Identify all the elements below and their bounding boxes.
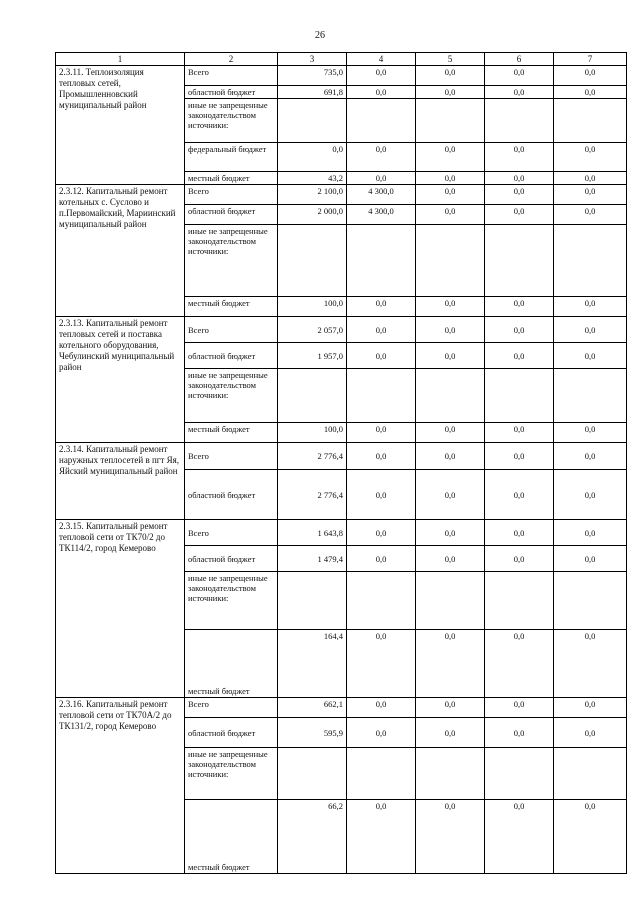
- value-cell: [554, 369, 627, 423]
- value-cell: 0,0: [554, 718, 627, 748]
- value-cell: 0,0: [554, 443, 627, 470]
- value-cell: 0,0: [416, 470, 485, 520]
- value-cell: 0,0: [416, 443, 485, 470]
- value-cell: 0,0: [485, 86, 554, 99]
- source-label: областной бюджет: [185, 343, 278, 369]
- value-cell: [416, 369, 485, 423]
- value-cell: 735,0: [278, 66, 347, 86]
- value-cell: 0,0: [416, 423, 485, 443]
- value-cell: 0,0: [554, 297, 627, 317]
- source-label: местный бюджет: [185, 172, 278, 185]
- value-cell: [485, 748, 554, 800]
- value-cell: 0,0: [554, 143, 627, 172]
- value-cell: 66,2: [278, 800, 347, 874]
- value-cell: 0,0: [485, 423, 554, 443]
- value-cell: 0,0: [416, 143, 485, 172]
- project-title: 2.3.13. Капитальный ремонт тепловых сетей и поставка котельного оборудования, Чебулинский муниципальный район: [56, 317, 185, 443]
- value-cell: 0,0: [485, 205, 554, 225]
- table-row: [56, 185, 627, 205]
- value-cell: [554, 99, 627, 143]
- value-cell: 0,0: [416, 185, 485, 205]
- value-cell: 0,0: [554, 520, 627, 546]
- value-cell: 0,0: [485, 520, 554, 546]
- value-cell: 0,0: [554, 185, 627, 205]
- value-cell: 0,0: [485, 343, 554, 369]
- value-cell: 0,0: [485, 143, 554, 172]
- value-cell: 0,0: [416, 630, 485, 698]
- column-header: 2: [185, 53, 278, 66]
- value-cell: 0,0: [485, 297, 554, 317]
- value-cell: [347, 99, 416, 143]
- value-cell: 0,0: [485, 470, 554, 520]
- value-cell: [554, 572, 627, 630]
- value-cell: 0,0: [347, 317, 416, 343]
- value-cell: 4 300,0: [347, 185, 416, 205]
- value-cell: 0,0: [416, 86, 485, 99]
- value-cell: 0,0: [554, 317, 627, 343]
- value-cell: 2 776,4: [278, 470, 347, 520]
- value-cell: 0,0: [347, 66, 416, 86]
- value-cell: 0,0: [485, 546, 554, 572]
- source-label: Всего: [185, 185, 278, 205]
- table-row: [56, 443, 627, 470]
- value-cell: 0,0: [485, 698, 554, 718]
- value-cell: 0,0: [347, 343, 416, 369]
- value-cell: 0,0: [416, 698, 485, 718]
- source-label: местный бюджет: [185, 800, 278, 874]
- value-cell: 0,0: [347, 630, 416, 698]
- source-label: иные не запрещенные законодательством источники:: [185, 572, 278, 630]
- source-label: областной бюджет: [185, 205, 278, 225]
- value-cell: 0,0: [554, 172, 627, 185]
- column-header: 4: [347, 53, 416, 66]
- value-cell: 0,0: [485, 443, 554, 470]
- value-cell: [347, 225, 416, 297]
- value-cell: 2 100,0: [278, 185, 347, 205]
- column-header: 1: [56, 53, 185, 66]
- column-header: 6: [485, 53, 554, 66]
- source-label: местный бюджет: [185, 423, 278, 443]
- value-cell: 0,0: [347, 800, 416, 874]
- value-cell: [485, 369, 554, 423]
- value-cell: 0,0: [416, 800, 485, 874]
- value-cell: [278, 572, 347, 630]
- value-cell: 0,0: [554, 423, 627, 443]
- value-cell: 0,0: [554, 630, 627, 698]
- value-cell: 0,0: [347, 546, 416, 572]
- value-cell: [347, 572, 416, 630]
- value-cell: 0,0: [347, 443, 416, 470]
- table-row: [56, 317, 627, 343]
- header-row: [56, 53, 627, 66]
- value-cell: 0,0: [416, 66, 485, 86]
- project-title: 2.3.15. Капитальный ремонт тепловой сети от ТК70/2 до ТК114/2, город Кемерово: [56, 520, 185, 698]
- value-cell: 0,0: [485, 185, 554, 205]
- value-cell: 0,0: [554, 470, 627, 520]
- value-cell: 0,0: [347, 297, 416, 317]
- value-cell: 0,0: [485, 630, 554, 698]
- value-cell: [416, 225, 485, 297]
- source-label: областной бюджет: [185, 86, 278, 99]
- value-cell: 0,0: [416, 520, 485, 546]
- source-label: иные не запрещенные законодательством источники:: [185, 748, 278, 800]
- value-cell: [278, 748, 347, 800]
- value-cell: 0,0: [485, 718, 554, 748]
- value-cell: 164,4: [278, 630, 347, 698]
- value-cell: 0,0: [278, 143, 347, 172]
- value-cell: 0,0: [347, 172, 416, 185]
- value-cell: 0,0: [485, 66, 554, 86]
- source-label: Всего: [185, 520, 278, 546]
- value-cell: 0,0: [416, 317, 485, 343]
- column-header: 5: [416, 53, 485, 66]
- value-cell: 0,0: [554, 343, 627, 369]
- value-cell: 595,9: [278, 718, 347, 748]
- source-label: местный бюджет: [185, 297, 278, 317]
- value-cell: 0,0: [416, 718, 485, 748]
- budget-table: [55, 52, 627, 874]
- value-cell: 2 057,0: [278, 317, 347, 343]
- value-cell: 0,0: [485, 800, 554, 874]
- value-cell: 1 957,0: [278, 343, 347, 369]
- value-cell: 1 643,8: [278, 520, 347, 546]
- value-cell: [485, 572, 554, 630]
- value-cell: 0,0: [554, 546, 627, 572]
- table-body: [56, 66, 627, 874]
- value-cell: [278, 369, 347, 423]
- value-cell: 4 300,0: [347, 205, 416, 225]
- project-title: 2.3.11. Теплоизоляция тепловых сетей, Промышленновский муниципальный район: [56, 66, 185, 185]
- source-label: областной бюджет: [185, 470, 278, 520]
- value-cell: 0,0: [554, 86, 627, 99]
- source-label: иные не запрещенные законодательством источники:: [185, 225, 278, 297]
- value-cell: 0,0: [416, 297, 485, 317]
- source-label: местный бюджет: [185, 630, 278, 698]
- value-cell: 0,0: [485, 172, 554, 185]
- value-cell: 0,0: [554, 698, 627, 718]
- value-cell: 100,0: [278, 423, 347, 443]
- source-label: Всего: [185, 66, 278, 86]
- value-cell: 1 479,4: [278, 546, 347, 572]
- value-cell: 691,8: [278, 86, 347, 99]
- source-label: Всего: [185, 317, 278, 343]
- value-cell: [416, 748, 485, 800]
- value-cell: 0,0: [347, 470, 416, 520]
- value-cell: [278, 99, 347, 143]
- source-label: Всего: [185, 698, 278, 718]
- value-cell: [347, 369, 416, 423]
- value-cell: 0,0: [347, 423, 416, 443]
- value-cell: [416, 572, 485, 630]
- value-cell: 0,0: [347, 520, 416, 546]
- source-label: иные не запрещенные законодательством источники:: [185, 99, 278, 143]
- value-cell: [278, 225, 347, 297]
- value-cell: 0,0: [485, 317, 554, 343]
- value-cell: 0,0: [416, 546, 485, 572]
- source-label: областной бюджет: [185, 718, 278, 748]
- value-cell: 0,0: [416, 205, 485, 225]
- table-row: [56, 698, 627, 718]
- project-title: 2.3.12. Капитальный ремонт котельных с. Суслово и п.Первомайский, Мариинский муниципальный район: [56, 185, 185, 317]
- value-cell: 0,0: [347, 143, 416, 172]
- source-label: областной бюджет: [185, 546, 278, 572]
- value-cell: 2 000,0: [278, 205, 347, 225]
- value-cell: 0,0: [554, 66, 627, 86]
- value-cell: [347, 748, 416, 800]
- value-cell: [485, 99, 554, 143]
- value-cell: 0,0: [347, 718, 416, 748]
- page-number: 26: [315, 30, 325, 41]
- value-cell: [485, 225, 554, 297]
- source-label: Всего: [185, 443, 278, 470]
- project-title: 2.3.14. Капитальный ремонт наружных теплосетей в пгт Яя, Яйский муниципальный район: [56, 443, 185, 520]
- column-header: 7: [554, 53, 627, 66]
- value-cell: 0,0: [416, 343, 485, 369]
- project-title: 2.3.16. Капитальный ремонт тепловой сети от ТК70А/2 до ТК131/2, город Кемерово: [56, 698, 185, 874]
- column-header: 3: [278, 53, 347, 66]
- value-cell: [416, 99, 485, 143]
- value-cell: 0,0: [347, 698, 416, 718]
- value-cell: 0,0: [554, 205, 627, 225]
- value-cell: 0,0: [416, 172, 485, 185]
- value-cell: 662,1: [278, 698, 347, 718]
- value-cell: 43,2: [278, 172, 347, 185]
- value-cell: 100,0: [278, 297, 347, 317]
- value-cell: [554, 748, 627, 800]
- source-label: федеральный бюджет: [185, 143, 278, 172]
- value-cell: 0,0: [347, 86, 416, 99]
- value-cell: 2 776,4: [278, 443, 347, 470]
- table-row: [56, 520, 627, 546]
- table-row: [56, 66, 627, 86]
- value-cell: [554, 225, 627, 297]
- value-cell: 0,0: [554, 800, 627, 874]
- source-label: иные не запрещенные законодательством источники:: [185, 369, 278, 423]
